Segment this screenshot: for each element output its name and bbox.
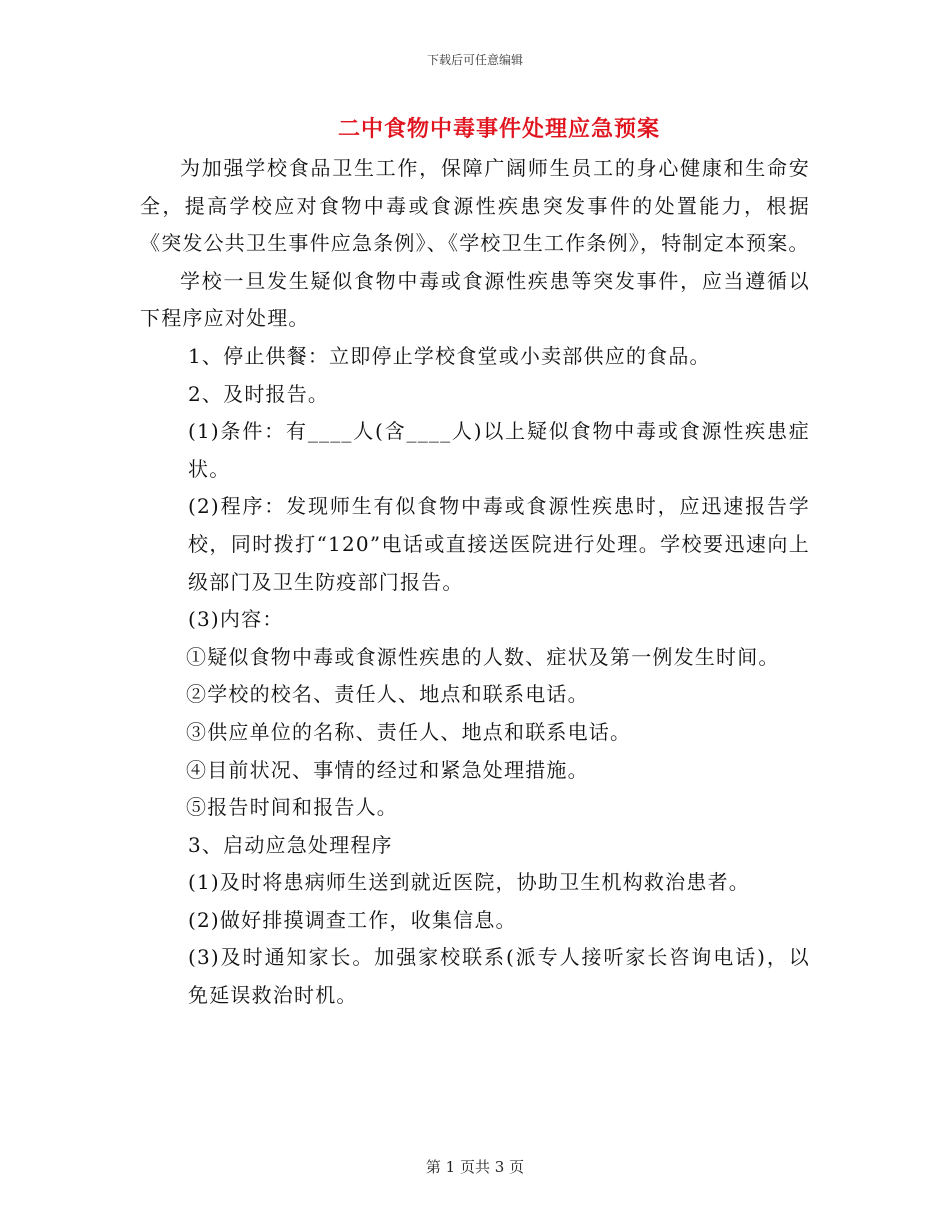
emergency-item: (3)及时通知家长。加强家校联系(派专人接听家长咨询电话)，以免延误救治时机。	[188, 945, 810, 1008]
paragraph-intro: 为加强学校食品卫生工作，保障广阔师生员工的身心健康和生命安全，提高学校应对食物中毒或食源性疾患突发事件的处置能力，根据《突发公共卫生事件应急条例》、《学校卫生工作条例》，特制定本预案。	[140, 156, 810, 256]
emergency-item: (2)做好排摸调查工作，收集信息。	[188, 907, 517, 932]
report-condition: (1)条件：有____人(含____人)以上疑似食物中毒或食源性疾患症状。	[188, 419, 810, 481]
report-content-heading: (3)内容：	[188, 607, 284, 632]
document-title: 二中食物中毒事件处理应急预案	[337, 116, 660, 142]
paragraph-procedure: 学校一旦发生疑似食物中毒或食源性疾患等突发事件，应当遵循以下程序应对处理。	[140, 268, 810, 331]
emergency-item: (1)及时将患病师生送到就近医院，协助卫生机构救治患者。	[188, 870, 750, 895]
content-item: ③供应单位的名称、责任人、地点和联系电话。	[186, 719, 632, 744]
step-emergency: 3、启动应急处理程序	[188, 832, 393, 857]
page-header: 下载后可任意编辑	[426, 53, 523, 67]
content-item: ①疑似食物中毒或食源性疾患的人数、症状及第一例发生时间。	[186, 644, 780, 669]
step-report: 2、及时报告。	[188, 381, 330, 406]
document-body	[140, 150, 810, 1015]
content-item: ⑤报告时间和报告人。	[186, 795, 398, 820]
step-stop-supply: 1、停止供餐：立即停止学校食堂或小卖部供应的食品。	[188, 343, 711, 368]
content-item: ④目前状况、事情的经过和紧急处理措施。	[186, 757, 589, 782]
page-number: 第 1 页共 3 页	[425, 1158, 525, 1176]
report-procedure: (2)程序：发现师生有似食物中毒或食源性疾患时，应迅速报告学校，同时拨打“120”电话或直接送医院进行处理。学校要迅速向上级部门及卫生防疫部门报告。	[188, 494, 810, 594]
content-item: ②学校的校名、责任人、地点和联系电话。	[186, 682, 589, 707]
